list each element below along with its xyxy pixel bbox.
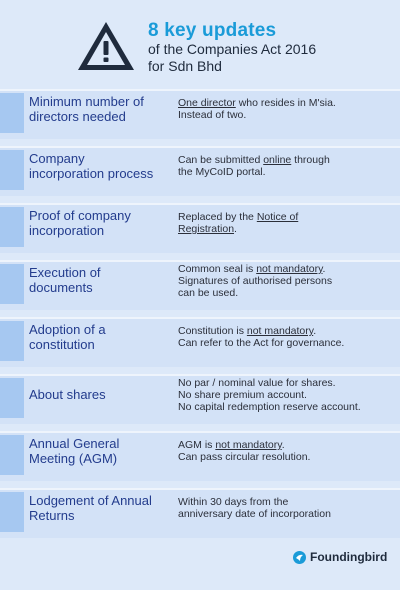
row-description (178, 211, 394, 235)
description-text: No par / nominal value for shares. (178, 377, 336, 389)
emphasis-text: Notice of (256, 211, 299, 223)
row-accent-bar (0, 93, 24, 133)
row-description-line (178, 109, 394, 121)
update-row (0, 431, 400, 481)
description-text: anniversary date of incorporation (178, 508, 331, 520)
description-text: Signatures of authorised persons (178, 275, 333, 287)
emphasis-text: Registration (178, 223, 235, 235)
row-accent-bar (0, 435, 24, 475)
row-label-line: Adoption of a (29, 322, 106, 337)
row-label (29, 208, 169, 238)
update-row (0, 317, 400, 367)
row-accent-bar (0, 150, 24, 190)
row-description (178, 263, 394, 299)
row-description-line (178, 263, 394, 275)
description-text: AGM is (178, 439, 216, 451)
emphasis-text: One director (178, 97, 236, 109)
update-row (0, 488, 400, 538)
row-accent-bar (0, 264, 24, 304)
row-description (178, 97, 394, 121)
row-label-line: Minimum number of (29, 94, 144, 109)
row-label-line: incorporation process (29, 166, 154, 181)
row-label-line: Lodgement of Annual (29, 493, 152, 508)
emphasis-text: not mandatory (246, 325, 314, 337)
row-description-line (178, 508, 394, 520)
row-description-line (178, 223, 394, 235)
row-description-line (178, 287, 394, 299)
description-text: No share premium account. (178, 389, 307, 401)
row-label (29, 94, 169, 124)
row-description-line (178, 166, 394, 178)
description-text: Can pass circular resolution. (178, 451, 311, 463)
row-label-line: About shares (29, 387, 106, 402)
row-description-line (178, 275, 394, 287)
row-label-line: Proof of company (29, 208, 131, 223)
row-description-line (178, 211, 394, 223)
row-description-line (178, 451, 394, 463)
row-divider (0, 488, 400, 490)
description-text: through (291, 154, 330, 166)
row-description (178, 439, 394, 463)
page-subtitle (148, 41, 388, 75)
row-divider (0, 89, 400, 91)
description-text: . (281, 439, 285, 451)
row-description-line (178, 401, 394, 413)
description-text: can be used. (178, 287, 239, 299)
row-label-line: Company (29, 151, 85, 166)
row-divider (0, 374, 400, 376)
description-text: Replaced by the (178, 211, 257, 223)
row-accent-bar (0, 492, 24, 532)
subtitle-line: for Sdn Bhd (148, 58, 222, 74)
row-label-line: incorporation (29, 223, 105, 238)
row-description-line (178, 325, 394, 337)
row-description (178, 154, 394, 178)
row-description-line (178, 496, 394, 508)
row-divider (0, 203, 400, 205)
update-row (0, 374, 400, 424)
row-label (29, 322, 169, 352)
row-description (178, 377, 394, 413)
row-label-line: Meeting (AGM) (29, 451, 118, 466)
row-description (178, 325, 394, 349)
update-row (0, 203, 400, 253)
page-title: 8 key updates (148, 20, 277, 41)
description-text: Common seal is (178, 263, 257, 275)
row-label-line: documents (29, 280, 93, 295)
emphasis-text: not mandatory (256, 263, 323, 275)
description-text: Can refer to the Act for governance. (178, 337, 345, 349)
row-divider (0, 431, 400, 433)
description-text: who resides in M'sia. (235, 97, 336, 109)
row-label-line: Annual General (29, 436, 120, 451)
row-divider (0, 317, 400, 319)
row-label (29, 151, 169, 181)
emphasis-text: online (263, 154, 292, 166)
row-label-line: directors needed (29, 109, 126, 124)
subtitle-line: of the Companies Act 2016 (148, 41, 317, 57)
row-accent-bar (0, 207, 24, 247)
description-text: Constitution is (178, 325, 247, 337)
row-label (29, 265, 169, 295)
description-text: . (313, 325, 317, 337)
row-description-line (178, 389, 394, 401)
foundingbird-logo-icon (293, 551, 306, 564)
description-text: Can be submitted (178, 154, 264, 166)
update-row (0, 89, 400, 139)
row-label (29, 387, 169, 402)
brand-name: Foundingbird (310, 550, 388, 564)
row-description-line (178, 377, 394, 389)
row-label (29, 436, 169, 466)
row-label-line: Returns (29, 508, 75, 523)
row-label-line: constitution (29, 337, 95, 352)
header (0, 0, 400, 88)
row-accent-bar (0, 321, 24, 361)
emphasis-text: not mandatory (215, 439, 282, 451)
row-divider (0, 260, 400, 262)
description-text: Within 30 days from the (178, 496, 289, 508)
brand (293, 549, 387, 565)
row-description (178, 496, 394, 520)
row-description-line (178, 154, 394, 166)
row-divider (0, 146, 400, 148)
description-text: . (234, 223, 237, 235)
description-text: . (322, 263, 326, 275)
row-description-line (178, 97, 394, 109)
row-accent-bar (0, 378, 24, 418)
update-row (0, 146, 400, 196)
row-label-line: Execution of (29, 265, 101, 280)
row-label (29, 493, 169, 523)
description-text: the MyCoID portal. (178, 166, 266, 178)
warning-triangle-icon (76, 20, 136, 72)
description-text: Instead of two. (178, 109, 247, 121)
update-row (0, 260, 400, 310)
row-description-line (178, 337, 394, 349)
description-text: No capital redemption reserve account. (178, 401, 361, 413)
row-description-line (178, 439, 394, 451)
